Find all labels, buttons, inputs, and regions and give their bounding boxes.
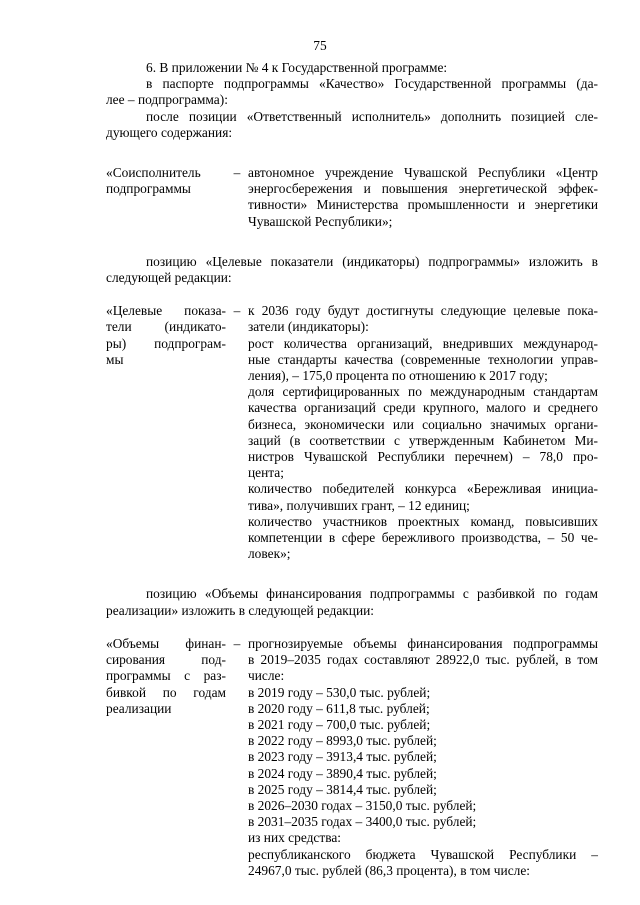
value-line: в 2019 году – 530,0 тыс. рублей; [248, 684, 431, 700]
label-line: тели (индикато- [106, 319, 226, 335]
label-line: бивкой по годам [106, 684, 226, 700]
value-line: количество участников проектных команд, повысивших [248, 513, 598, 529]
value-line: тива», получивших грант, – 12 единиц; [248, 497, 470, 513]
funding-value [248, 636, 598, 879]
label-line: «Объемы финан- [106, 635, 226, 651]
text-line: в паспорте подпрограммы «Качество» Государственной программы (да- [146, 76, 598, 92]
indicators-row [106, 303, 598, 562]
value-line: в 2022 году – 8993,0 тыс. рублей; [248, 733, 437, 749]
item-6-line: 6. В приложении № 4 к Государственной программе: [146, 60, 448, 75]
value-line: в 2024 году – 3890,4 тыс. рублей; [248, 765, 437, 781]
label-line: «Соисполнитель [106, 165, 201, 181]
page-number: 75 [313, 38, 327, 53]
value-line: рост количества организаций, внедривших международ- [248, 335, 598, 351]
dash: – [233, 165, 241, 181]
text-line: позицию «Объемы финансирования подпрограммы с разбивкой по годам [146, 586, 598, 602]
value-line: ловек»; [248, 546, 291, 562]
indicators-value [248, 303, 598, 562]
value-line: из них средства: [248, 830, 342, 846]
value-line: бизнеса, экономически или социально значимых органи- [248, 416, 598, 432]
label-line: подпрограммы [106, 181, 191, 197]
coexecutor-label [106, 165, 226, 197]
passport-paragraph [106, 76, 598, 108]
value-line: к 2036 году будут достигнуты следующие целевые пока- [248, 303, 598, 319]
funding-row [106, 636, 598, 879]
value-line: качества организаций среди крупного, малого и среднего [248, 400, 598, 416]
document-body [106, 60, 598, 879]
value-line: прогнозируемые объемы финансирования подпрограммы [248, 635, 598, 651]
label-line: программы с раз- [106, 668, 226, 684]
value-line: в 2021 году – 700,0 тыс. рублей; [248, 716, 431, 732]
value-line: в 2023 году – 3913,4 тыс. рублей; [248, 749, 437, 765]
funding-intro-paragraph [106, 586, 598, 618]
value-line: в 2020 году – 611,8 тыс. рублей; [248, 700, 430, 716]
label-line: сирования под- [106, 652, 226, 668]
text-line: следующей редакции: [106, 270, 232, 286]
text-line: дующего содержания: [106, 124, 233, 140]
item-6-heading [106, 60, 598, 76]
coexecutor-value [248, 165, 598, 230]
value-line: количество победителей конкурса «Бережливая инициа- [248, 481, 598, 497]
value-line: затели (индикаторы): [248, 319, 369, 335]
value-line: в 2026–2030 годах – 3150,0 тыс. рублей; [248, 797, 477, 813]
funding-label [106, 636, 226, 717]
after-position-paragraph [106, 109, 598, 141]
value-line: компетенции в сфере бережливого производства, – 50 че- [248, 530, 598, 546]
label-line: ры) подпрограм- [106, 335, 226, 351]
value-line: тивности» Министерства промышленности и энергетики [248, 197, 598, 213]
indicators-label [106, 303, 226, 368]
value-line: нистров Чувашской Республики перечнем) – 78,0 про- [248, 449, 598, 465]
value-line: в 2025 году – 3814,4 тыс. рублей; [248, 781, 437, 797]
value-line: числе: [248, 668, 285, 684]
dash: – [233, 303, 241, 319]
value-line: доля сертифицированных по международным стандартам [248, 384, 598, 400]
value-line: автономное учреждение Чувашской Республики «Центр [248, 165, 598, 181]
dash: – [233, 635, 241, 651]
indicators-intro-paragraph [106, 254, 598, 286]
text-line: реализации» изложить в следующей редакции: [106, 602, 374, 618]
value-line: 24967,0 тыс. рублей (86,3 процента), в том числе: [248, 862, 530, 878]
label-line: «Целевые показа- [106, 303, 226, 319]
coexecutor-row [106, 165, 598, 230]
value-line: в 2031–2035 годах – 3400,0 тыс. рублей; [248, 814, 477, 830]
value-line: ления), – 175,0 процента по отношению к 2017 году; [248, 368, 548, 384]
value-line: Чувашской Республики»; [248, 213, 393, 229]
value-line: энергосбережения и повышения энергетической эффек- [248, 181, 598, 197]
value-line: заций (в соответствии с утвержденным Кабинетом Ми- [248, 432, 598, 448]
value-line: республиканского бюджета Чувашской Республики – [248, 846, 598, 862]
text-line: позицию «Целевые показатели (индикаторы) подпрограммы» изложить в [146, 253, 598, 269]
value-line: ные стандарты качества (современные технологии управ- [248, 351, 598, 367]
value-line: цента; [248, 465, 284, 481]
label-line: реализации [106, 700, 172, 716]
text-line: лее – подпрограмма): [106, 92, 228, 108]
value-line: в 2019–2035 годах составляют 28922,0 тыс. рублей, в том [248, 652, 598, 668]
label-line: мы [106, 351, 124, 367]
text-line: после позиции «Ответственный исполнитель» дополнить позицией сле- [146, 108, 598, 124]
